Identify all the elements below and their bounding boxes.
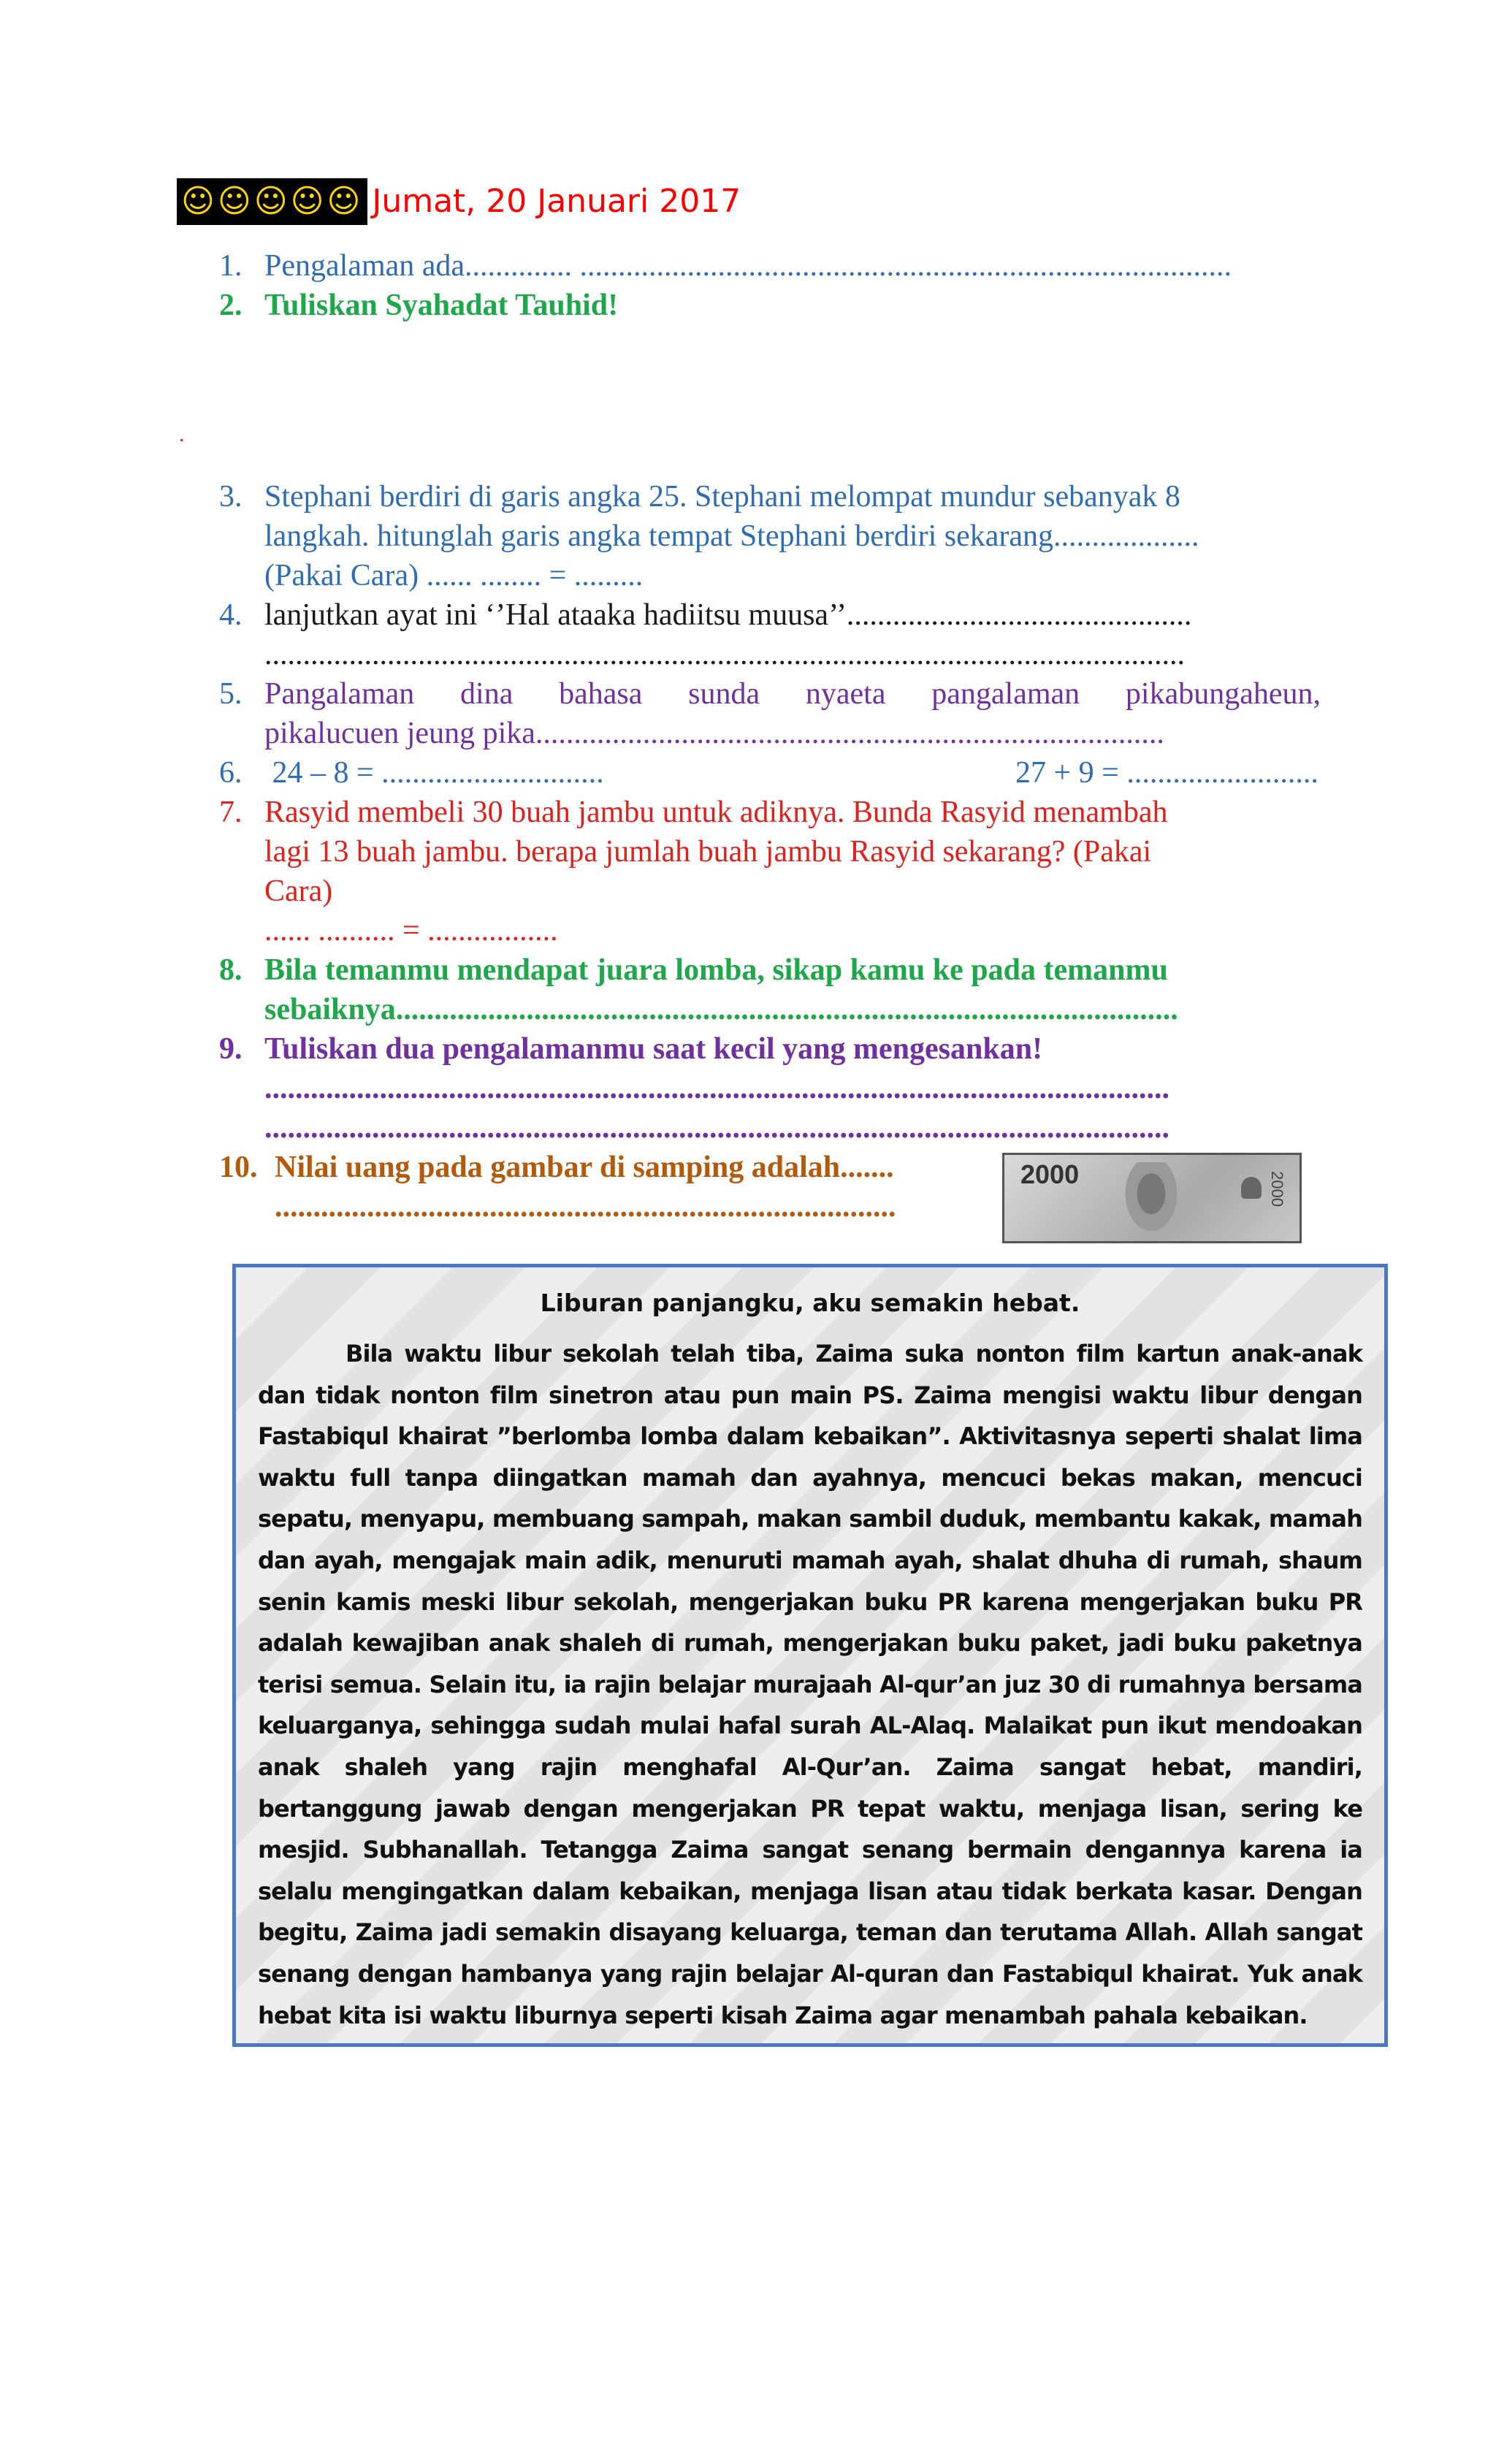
question-text: Bila temanmu mendapat juara lomba, sikap kamu ke pada temanmu — [264, 953, 1168, 987]
question-2 — [219, 286, 1321, 325]
answer-line: ...................................................................................................................... — [264, 1072, 1169, 1105]
question-3 — [219, 477, 1321, 595]
question-text: Tuliskan Syahadat Tauhid! — [264, 289, 619, 322]
question-text: Pangalaman dina bahasa sunda nyaeta pangalaman pikabungaheun, — [264, 677, 1321, 711]
question-5 — [219, 674, 1321, 753]
question-number: 6. — [219, 756, 243, 790]
question-8 — [219, 950, 1321, 1029]
question-text: Tuliskan dua pengalamanmu saat kecil yang mengesankan! — [264, 1032, 1043, 1066]
question-text: lanjutkan ayat ini ‘’Hal ataaka hadiitsu muusa’’............................................. — [264, 598, 1192, 632]
question-number: 7. — [219, 796, 243, 829]
banknote-image — [1002, 1153, 1302, 1243]
question-number: 10. — [219, 1151, 258, 1184]
question-text: Nilai uang pada gambar di samping adalah....... — [275, 1151, 894, 1184]
question-text: (Pakai Cara) ...... ........ = ......... — [264, 559, 644, 592]
math-left: 24 – 8 = ............................. — [264, 756, 604, 790]
portrait-icon — [1118, 1162, 1184, 1241]
question-text: sebaiknya...................................................................................................... — [264, 993, 1178, 1026]
answer-line: ...... .......... = ................. — [264, 914, 558, 947]
smiley-icons: ☺☺☺☺☺ — [177, 178, 367, 225]
question-1 — [219, 246, 1321, 286]
question-text: pikalucuen jeung pika.................................................................................. — [264, 717, 1164, 750]
question-number: 8. — [219, 953, 243, 987]
question-number: 2. — [219, 289, 243, 322]
question-text: Cara) — [264, 874, 333, 908]
banknote-side-value: 2000 — [1268, 1171, 1286, 1207]
emblem-icon — [1241, 1177, 1262, 1199]
stray-dot: . — [179, 422, 185, 446]
question-text: Pengalaman ada.............. ..................................................................................... — [264, 249, 1232, 283]
question-text: Rasyid membeli 30 buah jambu untuk adiknya. Bunda Rasyid menambah — [264, 796, 1168, 829]
story-title: Liburan panjangku, aku semakin hebat. — [540, 1289, 1080, 1317]
question-number: 3. — [219, 480, 243, 514]
page-date: Jumat, 20 Januari 2017 — [372, 183, 741, 220]
math-right: 27 + 9 = ......................... — [1015, 756, 1318, 790]
question-9 — [219, 1029, 1321, 1148]
question-7 — [219, 793, 1321, 950]
story-box — [232, 1264, 1388, 2047]
question-10 — [219, 1148, 979, 1227]
answer-line: ........................................................................................................................ — [264, 638, 1185, 671]
question-4 — [219, 595, 1321, 674]
question-number: 9. — [219, 1032, 243, 1066]
page-header — [177, 178, 741, 225]
question-6 — [219, 753, 1321, 793]
question-text: langkah. hitunglah garis angka tempat Stephani berdiri sekarang................... — [264, 519, 1199, 553]
question-number: 5. — [219, 677, 243, 711]
question-text: lagi 13 buah jambu. berapa jumlah buah jambu Rasyid sekarang? (Pakai — [264, 835, 1152, 869]
answer-line: ................................................................................. — [275, 1190, 896, 1224]
question-number: 4. — [219, 598, 243, 632]
story-body: Bila waktu libur sekolah telah tiba, Zaima suka nonton film kartun anak-anak dan tidak nonton film sinetron atau pun main PS. Zaima mengisi waktu libur dengan Fastabiqul khairat ”berlomba lomba dalam kebaikan”. Aktivitasnya seperti shalat lima waktu full tanpa diingatkan mamah dan ayahnya, mencuci bekas makan, mencuci sepatu, menyapu, membuang sampah, makan sambil duduk, membantu kakak, mamah dan ayah, mengajak main adik, menuruti mamah ayah, shalat dhuha di rumah, shaum senin kamis meski libur sekolah, mengerjakan buku PR karena mengerjakan buku PR adalah kewajiban anak shaleh di rumah, mengerjakan buku paket, jadi buku paketnya terisi semua. Selain itu, ia rajin belajar murajaah Al-qur’an juz 30 di rumahnya bersama keluarganya, sehingga sudah mulai hafal surah AL-Alaq. Malaikat pun ikut mendoakan anak shaleh yang rajin menghafal Al-Qur’an. Zaima sangat hebat, mandiri, bertanggung jawab dengan mengerjakan PR tepat waktu, menjaga lisan, sering ke mesjid. Subhanallah. Tetangga Zaima sangat senang bermain dengannya karena ia selalu mengingatkan dalam kebaikan, menjaga lisan atau tidak berkata kasar. Dengan begitu, Zaima jadi semakin disayang keluarga, teman dan terutama Allah. Allah sangat senang dengan hambanya yang rajin belajar Al-quran dan Fastabiqul khairat. Yuk anak hebat kita isi waktu liburnya seperti kisah Zaima agar menambah pahala kebaikan. — [258, 1340, 1362, 2029]
question-text: Stephani berdiri di garis angka 25. Stephani melompat mundur sebanyak 8 — [264, 480, 1180, 514]
answer-line: ...................................................................................................................... — [264, 1111, 1169, 1145]
banknote-value: 2000 — [1020, 1159, 1080, 1189]
question-number: 1. — [219, 249, 243, 283]
